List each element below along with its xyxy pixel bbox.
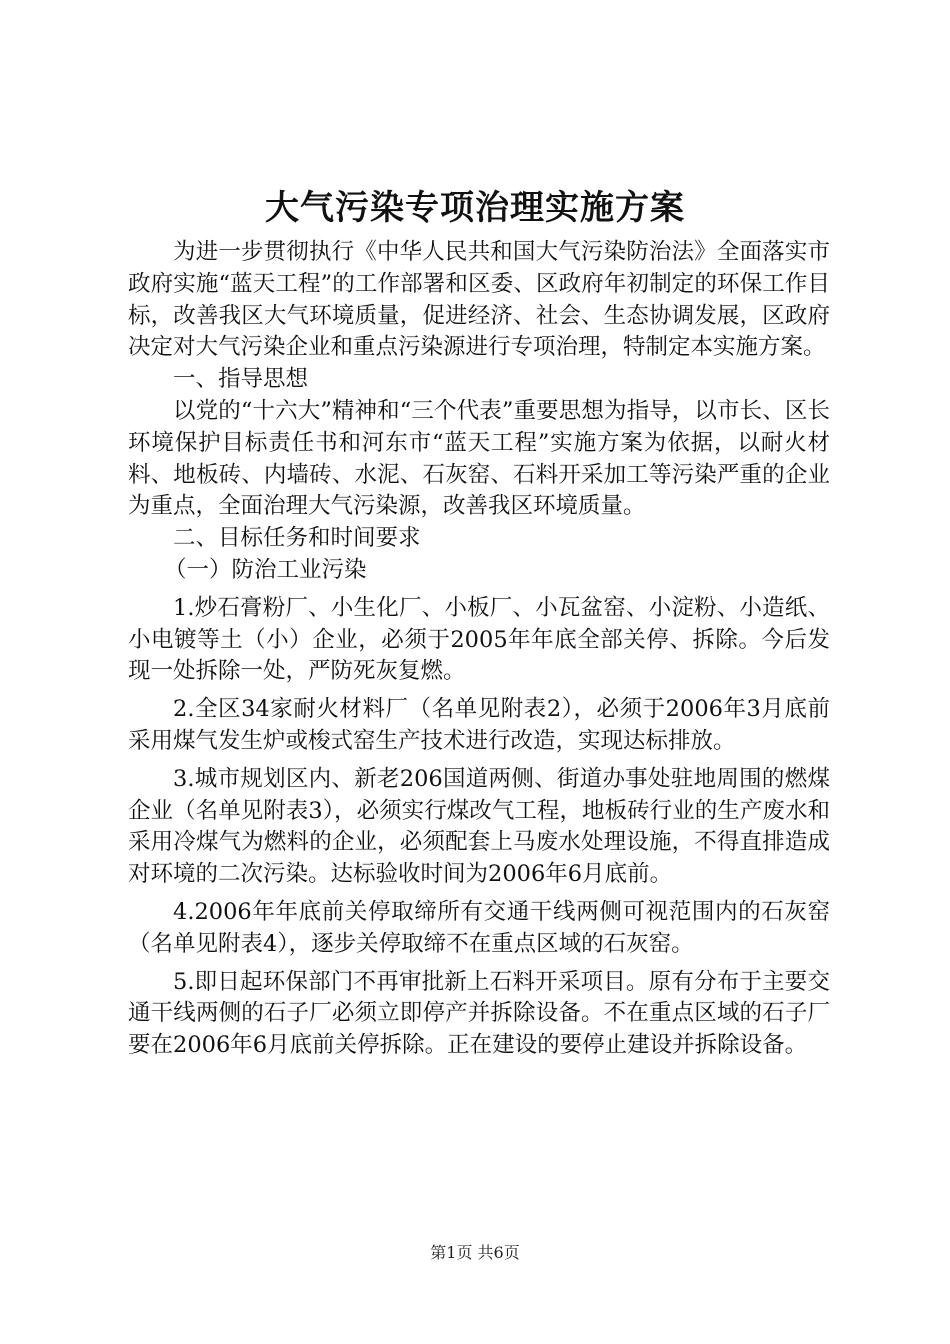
section-heading-guiding-ideology: 一、指导思想: [173, 366, 309, 393]
list-item-4: 4.2006年年底前关停取缔所有交通干线两侧可视范围内的石灰窑（名单见附表4），逐步关停取缔不在重点区域的石灰窑。: [128, 898, 830, 957]
page-footer: 第1页 共6页: [430, 1243, 520, 1262]
document-title: 大气污染专项治理实施方案: [265, 188, 685, 228]
guiding-ideology-paragraph: 以党的“十六大”精神和“三个代表”重要思想为指导，以市长、区长环境保护目标责任书和河东市“蓝天工程”实施方案为依据，以耐火材料、地板砖、内墙砖、水泥、石灰窑、石料开采加工等污染严重的企业为重点，全面治理大气污染源，改善我区环境质量。: [128, 397, 830, 520]
list-item-2: 2.全区34家耐火材料厂（名单见附表2），必须于2006年3月底前采用煤气发生炉或梭式窑生产技术进行改造，实现达标排放。: [128, 696, 830, 754]
subsection-heading-industrial-pollution: （一）防治工业污染: [164, 556, 367, 583]
list-item-1: 1.炒石膏粉厂、小生化厂、小板厂、小瓦盆窑、小淀粉、小造纸、小电镀等土（小）企业，必须于2005年年底全部关停、拆除。今后发现一处拆除一处，严防死灰复燃。: [128, 594, 830, 685]
list-item-5: 5.即日起环保部门不再审批新上石料开采项目。原有分布于主要交通干线两侧的石子厂必须立即停产并拆除设备。不在重点区域的石子厂要在2006年6月底前关停拆除。正在建设的要停止建设并拆除设备。: [128, 968, 830, 1059]
list-item-3: 3.城市规划区内、新老206国道两侧、街道办事处驻地周围的燃煤企业（名单见附表3），必须实行煤改气工程，地板砖行业的生产废水和采用冷煤气为燃料的企业，必须配套上马废水处理设施，不得直排造成对环境的二次污染。达标验收时间为2006年6月底前。: [128, 765, 830, 888]
intro-paragraph: 为进一步贯彻执行《中华人民共和国大气污染防治法》全面落实市政府实施“蓝天工程”的工作部署和区委、区政府年初制定的环保工作目标，改善我区大气环境质量，促进经济、社会、生态协调发展，区政府决定对大气污染企业和重点污染源进行专项治理，特制定本实施方案。: [128, 239, 830, 361]
document-body: [128, 237, 830, 1062]
section-heading-targets: 二、目标任务和时间要求: [173, 525, 421, 552]
